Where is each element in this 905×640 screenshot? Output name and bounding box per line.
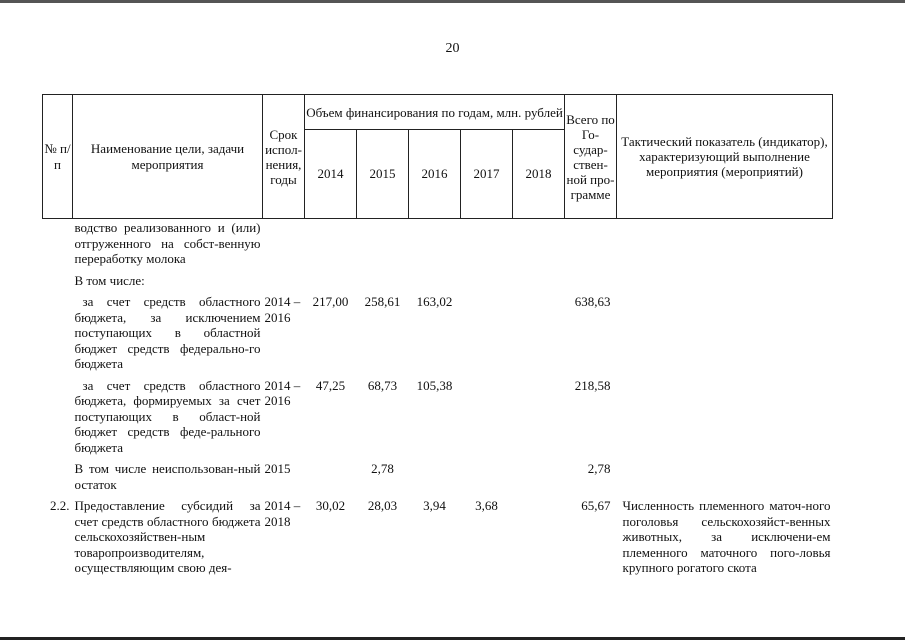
row-value-2014: 30,02 <box>315 498 346 513</box>
row-num: 2.2. <box>50 498 70 513</box>
row-value-2018 <box>513 372 565 456</box>
row-name: водство реализованного и (или) отгруженного на собст-венную переработку молока <box>74 220 261 266</box>
row-name: В том числе: <box>74 272 145 288</box>
header-funding: Объем финансирования по годам, млн. рублей <box>305 95 565 130</box>
row-value-2015: 68,73 <box>367 377 398 393</box>
row-num <box>43 372 73 456</box>
row-num <box>43 267 73 289</box>
table-row <box>43 267 833 289</box>
row-value-2015: 28,03 <box>367 498 398 513</box>
header-year-2017: 2017 <box>461 130 513 219</box>
row-total: 65,67 <box>581 498 611 513</box>
row-indicator <box>617 288 833 372</box>
row-indicator <box>617 455 833 492</box>
row-name: за счет средств областного бюджета, за исключением поступающих в областной бюджет средств федерально-го бюджета <box>74 294 261 371</box>
row-term-text: 2014 – 2018 <box>264 498 301 529</box>
row-term-text: 2014 – 2016 <box>264 377 301 408</box>
row-indicator <box>617 372 833 456</box>
table-row <box>43 288 833 372</box>
row-value-2016 <box>409 219 461 267</box>
row-value-2017 <box>461 455 513 492</box>
row-value-2016 <box>409 455 461 492</box>
row-total: 2,78 <box>587 461 611 476</box>
page-top-edge <box>0 0 905 3</box>
row-value-2014 <box>305 219 357 267</box>
header-name: Наименование цели, задачи мероприятия <box>73 95 263 219</box>
row-value-2016: 3,94 <box>423 498 446 513</box>
row-term-text: 2014 – 2016 <box>264 294 301 325</box>
page-number: 20 <box>445 41 460 56</box>
header-year-2014: 2014 <box>305 130 357 219</box>
header-num: № п/п <box>43 95 73 219</box>
row-value-2017 <box>461 267 513 289</box>
row-value-2018 <box>513 267 565 289</box>
row-value-2017: 3,68 <box>475 498 498 513</box>
row-value-2016 <box>409 267 461 289</box>
row-value-2016: 105,38 <box>416 377 453 393</box>
table-row <box>43 492 833 576</box>
program-table <box>42 94 833 576</box>
header-indicator: Тактический показатель (индикатор), характеризующий выполнение мероприятия (мероприятий) <box>617 95 833 219</box>
row-term <box>263 288 305 372</box>
row-name: В том числе неиспользован-ный остаток <box>74 461 261 492</box>
row-term <box>263 219 305 267</box>
row-name: за счет средств областного бюджета, формируемых за счет поступающих в област-ной бюджет средств феде-рального бюджета <box>74 377 261 455</box>
row-value-2014: 47,25 <box>315 377 346 393</box>
row-total: 638,63 <box>574 294 611 309</box>
row-value-2017 <box>461 288 513 372</box>
row-value-2014 <box>305 267 357 289</box>
table-row <box>43 455 833 492</box>
row-num <box>43 288 73 372</box>
row-value-2014: 217,00 <box>312 294 349 309</box>
header-term: Срок испол-нения, годы <box>263 95 305 219</box>
row-value-2016: 163,02 <box>416 294 453 309</box>
row-value-2015 <box>357 219 409 267</box>
row-value-2018 <box>513 288 565 372</box>
header-year-2016: 2016 <box>409 130 461 219</box>
table-row <box>43 372 833 456</box>
row-indicator: Численность племенного маточ-ного поголовья сельскохозяйст-венных животных, за исключени-ем племенного маточного пого-ловья крупного рогатого скота <box>622 498 831 575</box>
row-term <box>263 267 305 289</box>
table-row <box>43 219 833 267</box>
row-value-2014 <box>305 455 357 492</box>
row-value-2015: 2,78 <box>371 461 394 476</box>
row-value-2018 <box>513 219 565 267</box>
row-total <box>565 267 617 289</box>
header-year-2018: 2018 <box>513 130 565 219</box>
row-value-2017 <box>461 219 513 267</box>
row-value-2017 <box>461 372 513 456</box>
row-indicator <box>617 219 833 267</box>
row-num <box>43 455 73 492</box>
row-value-2015 <box>357 267 409 289</box>
row-indicator <box>617 267 833 289</box>
row-total: 218,58 <box>574 377 611 393</box>
header-total: Всего по Го-судар-ствен-ной про-грамме <box>565 95 617 219</box>
row-total <box>565 219 617 267</box>
row-term <box>263 372 305 456</box>
row-num <box>43 219 73 267</box>
header-year-2015: 2015 <box>357 130 409 219</box>
row-name: Предоставление субсидий за счет средств областного бюджета сельскохозяйствен-ным товаропроизводителям, осуществляющим свою дея- <box>74 498 261 575</box>
row-term <box>263 492 305 576</box>
row-term: 2015 <box>264 461 291 476</box>
row-value-2018 <box>513 492 565 576</box>
row-value-2015: 258,61 <box>364 294 401 309</box>
row-value-2018 <box>513 455 565 492</box>
